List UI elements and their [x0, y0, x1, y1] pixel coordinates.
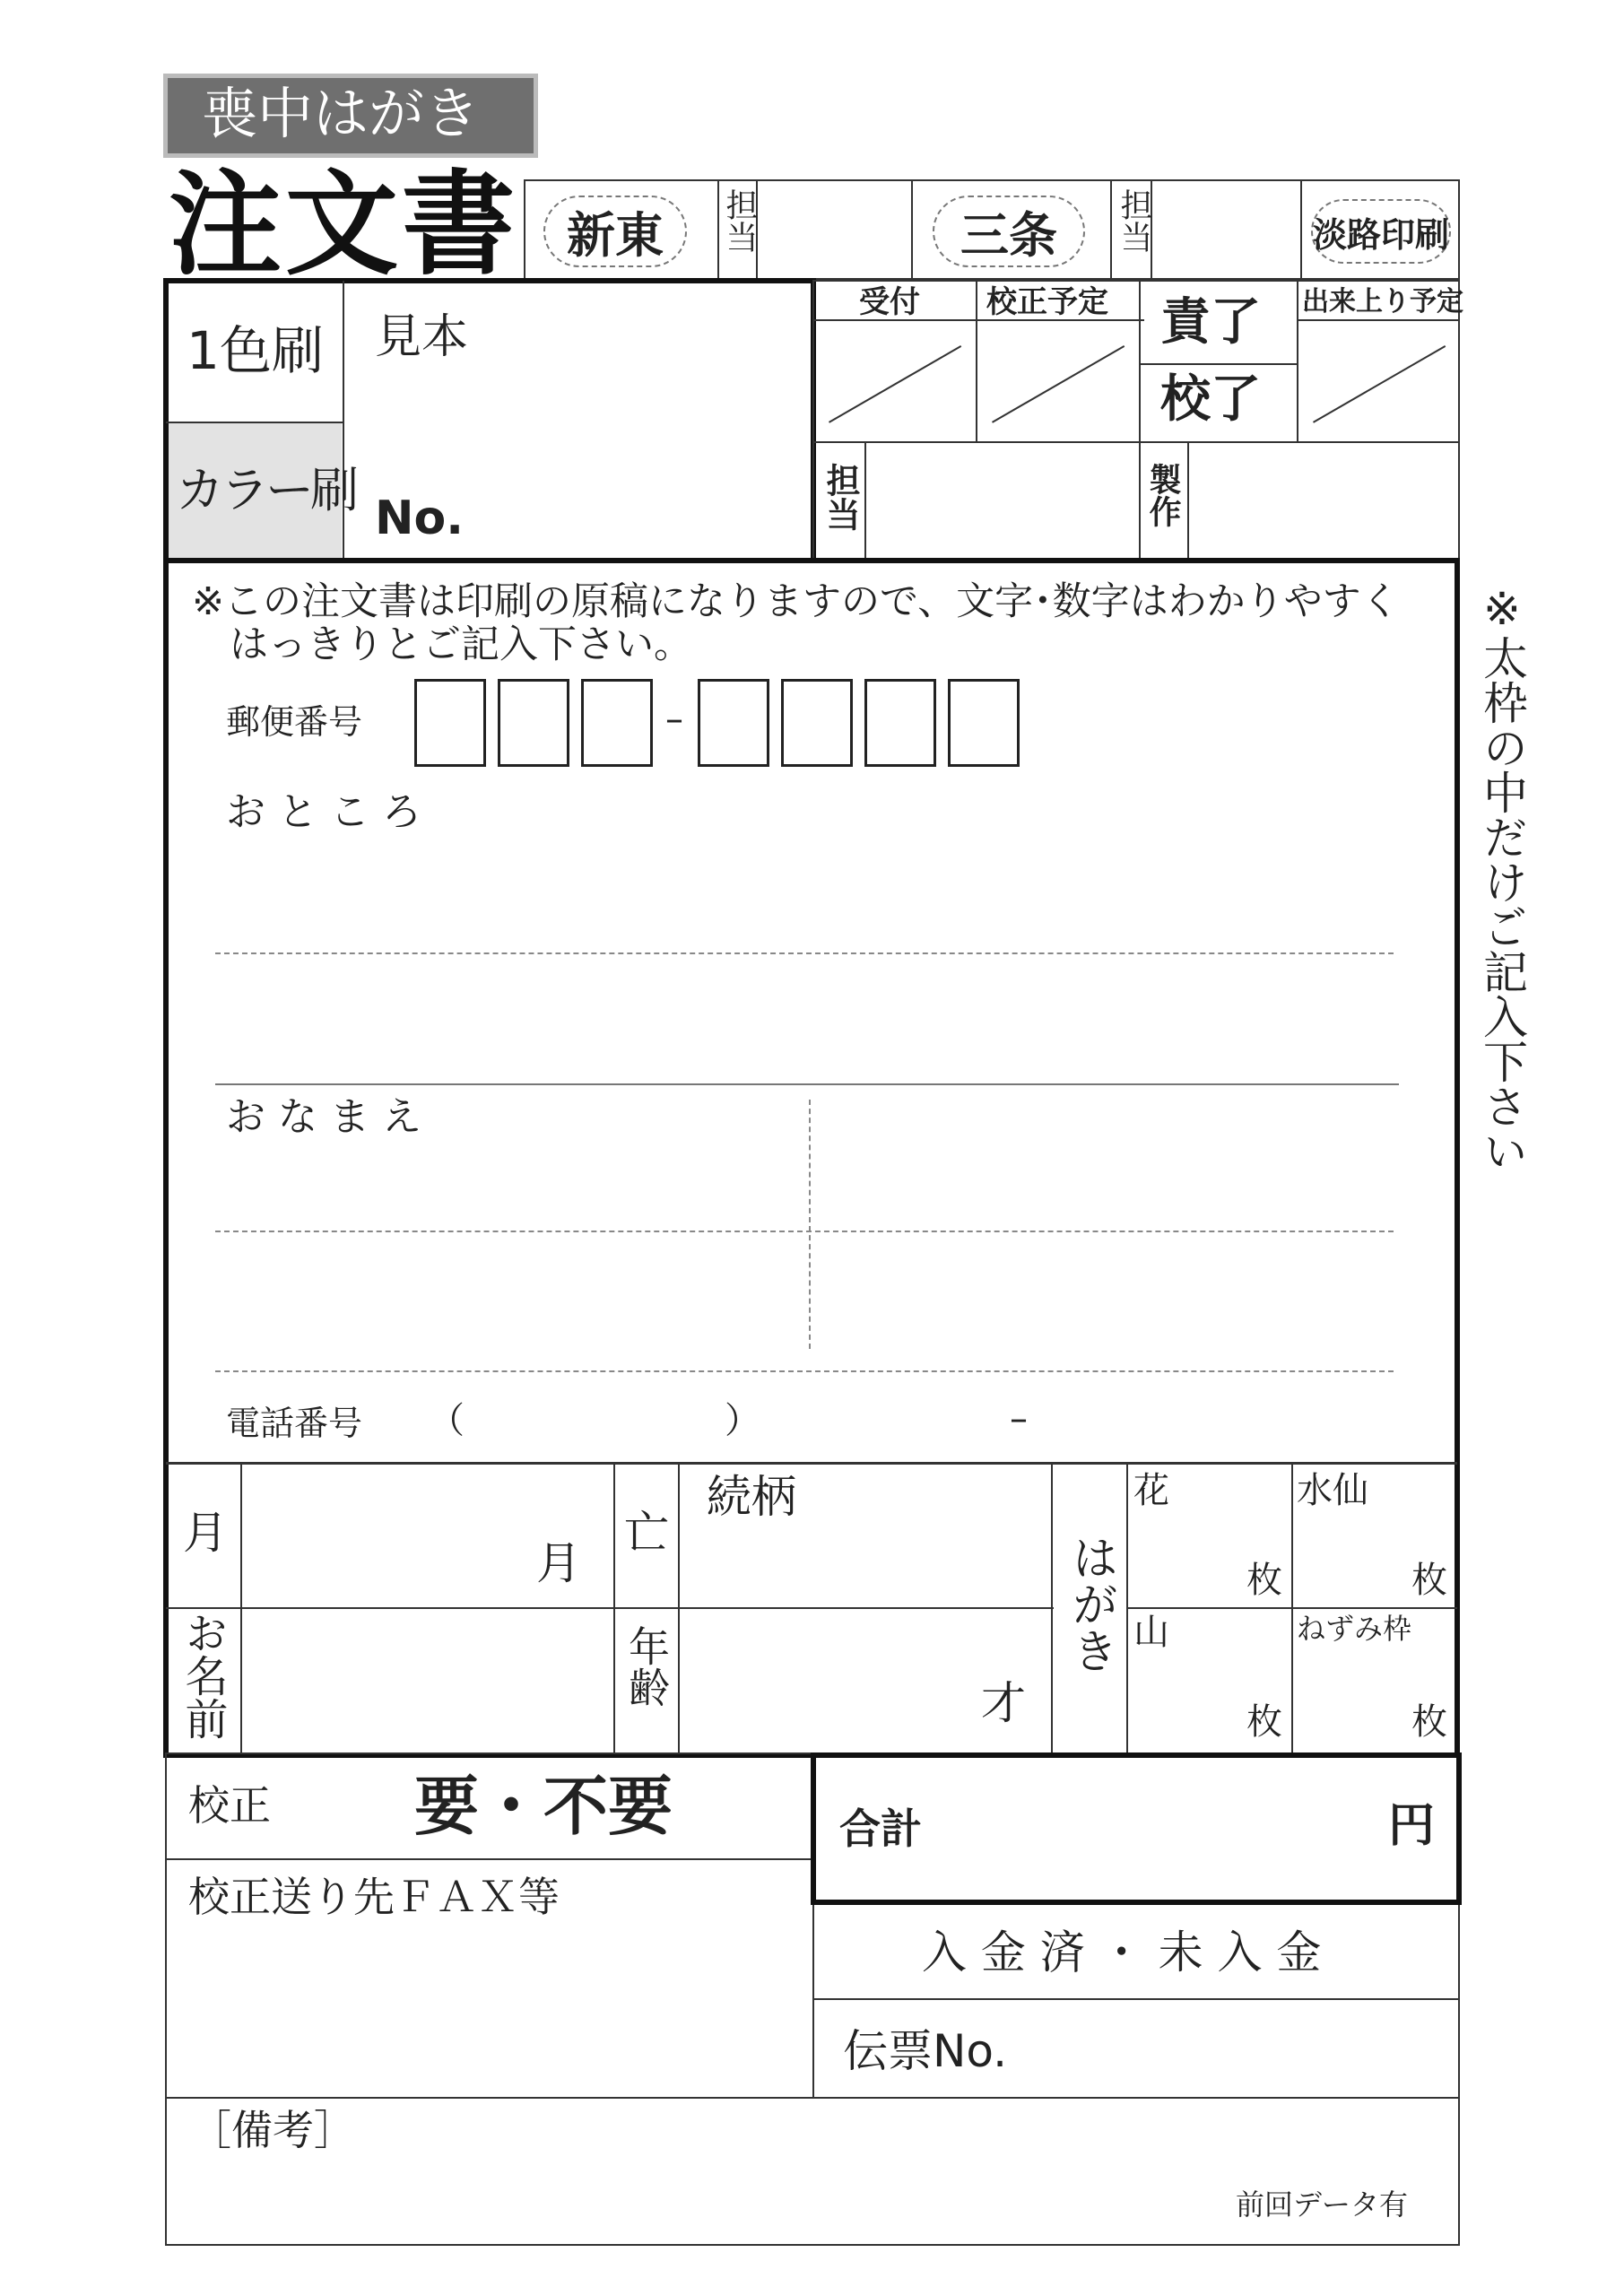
remarks-label: ［備考］: [190, 2106, 355, 2154]
deceased-bou-label: 亡: [624, 1507, 669, 1559]
previous-data-label: 前回データ有: [1236, 2187, 1409, 2222]
postcard-nezumi[interactable]: ねずみ枠: [1297, 1612, 1412, 1646]
notice-line2: はっきりとご記入下さい。: [230, 622, 692, 667]
name-label: お な ま え: [226, 1094, 421, 1140]
relation-label: 続柄: [707, 1471, 796, 1523]
sample-no-label: No.: [375, 491, 464, 545]
shop-shinto: 新東: [543, 196, 687, 267]
age-unit: 才: [981, 1677, 1026, 1729]
postcard-yama-unit: 枚: [1246, 1701, 1282, 1743]
postcard-suisen[interactable]: 水仙: [1297, 1470, 1368, 1511]
age-label: 年齢: [622, 1625, 671, 1708]
kousei-yotei-label: 校正予定: [986, 284, 1108, 320]
shop-sanjo: 三条: [933, 196, 1085, 267]
badge-text: 喪中はがき: [202, 81, 481, 146]
status-grid: [812, 280, 1460, 561]
proof-choice[interactable]: 要・不要: [414, 1769, 673, 1844]
postal-digit-4[interactable]: [698, 679, 769, 767]
phone-open-paren: （: [429, 1400, 465, 1441]
total-unit: 円: [1388, 1799, 1436, 1853]
postal-digit-7[interactable]: [948, 679, 1020, 767]
postal-digit-3[interactable]: [581, 679, 653, 767]
postcard-label: はがき: [1064, 1534, 1117, 1674]
postcard-hana[interactable]: 花: [1133, 1470, 1169, 1511]
seisaku-label: 製作: [1144, 463, 1181, 527]
postcard-hana-unit: 枚: [1246, 1560, 1282, 1601]
postal-code-label: 郵便番号: [226, 702, 363, 742]
deceased-month-unit: 月: [536, 1537, 581, 1589]
deceased-name-label: お名前: [178, 1611, 228, 1740]
page-title: 注文書: [169, 159, 518, 291]
proof-fax-label: 校正送り先ＦＡＸ等: [188, 1873, 560, 1921]
postcard-nezumi-unit: 枚: [1411, 1701, 1447, 1743]
sekiryo-label: 責了: [1160, 293, 1261, 352]
postal-digit-2[interactable]: [498, 679, 569, 767]
name-line[interactable]: [215, 1231, 1394, 1232]
phone-label: 電話番号: [226, 1404, 363, 1443]
shop-awaji: 淡路印刷: [1311, 199, 1451, 264]
dekiagari-yotei-label: 出来上り予定: [1302, 286, 1463, 317]
deceased-month-label: 月: [183, 1507, 228, 1559]
address-line[interactable]: [215, 952, 1394, 954]
postal-digit-1[interactable]: [414, 679, 486, 767]
uketsuke-label: 受付: [859, 284, 920, 320]
postcard-suisen-unit: 枚: [1411, 1560, 1447, 1601]
payment-status[interactable]: 入 金 済 ・ 未 入 金: [922, 1926, 1322, 1979]
side-note: ※太枠の中だけご記入下さい: [1476, 583, 1528, 1173]
postcard-yama[interactable]: 山: [1133, 1612, 1169, 1653]
address-label: お と こ ろ: [226, 789, 421, 835]
slip-no-label: 伝票No.: [843, 2025, 1008, 2077]
sanjo-tanto-label: 担当: [1116, 188, 1152, 253]
sample-label: 見本: [375, 310, 469, 364]
shinto-tanto-label: 担当: [721, 188, 758, 253]
kouryo-label: 校了: [1160, 370, 1261, 429]
color-print-option[interactable]: カラー刷: [176, 462, 355, 518]
phone-close-paren: ）: [725, 1400, 760, 1441]
one-color-print-option[interactable]: 1色刷: [187, 320, 324, 381]
total-label: 合計: [839, 1805, 922, 1853]
postal-dash: –: [665, 699, 683, 740]
phone-dash: –: [1010, 1398, 1028, 1439]
postal-digit-5[interactable]: [781, 679, 853, 767]
notice-line1: ※この注文書は印刷の原稿になりますので、文字･数字はわかりやすく: [192, 579, 1400, 624]
proof-label: 校正: [188, 1781, 271, 1830]
status-tanto-label: 担当: [821, 463, 860, 531]
postal-digit-6[interactable]: [864, 679, 936, 767]
